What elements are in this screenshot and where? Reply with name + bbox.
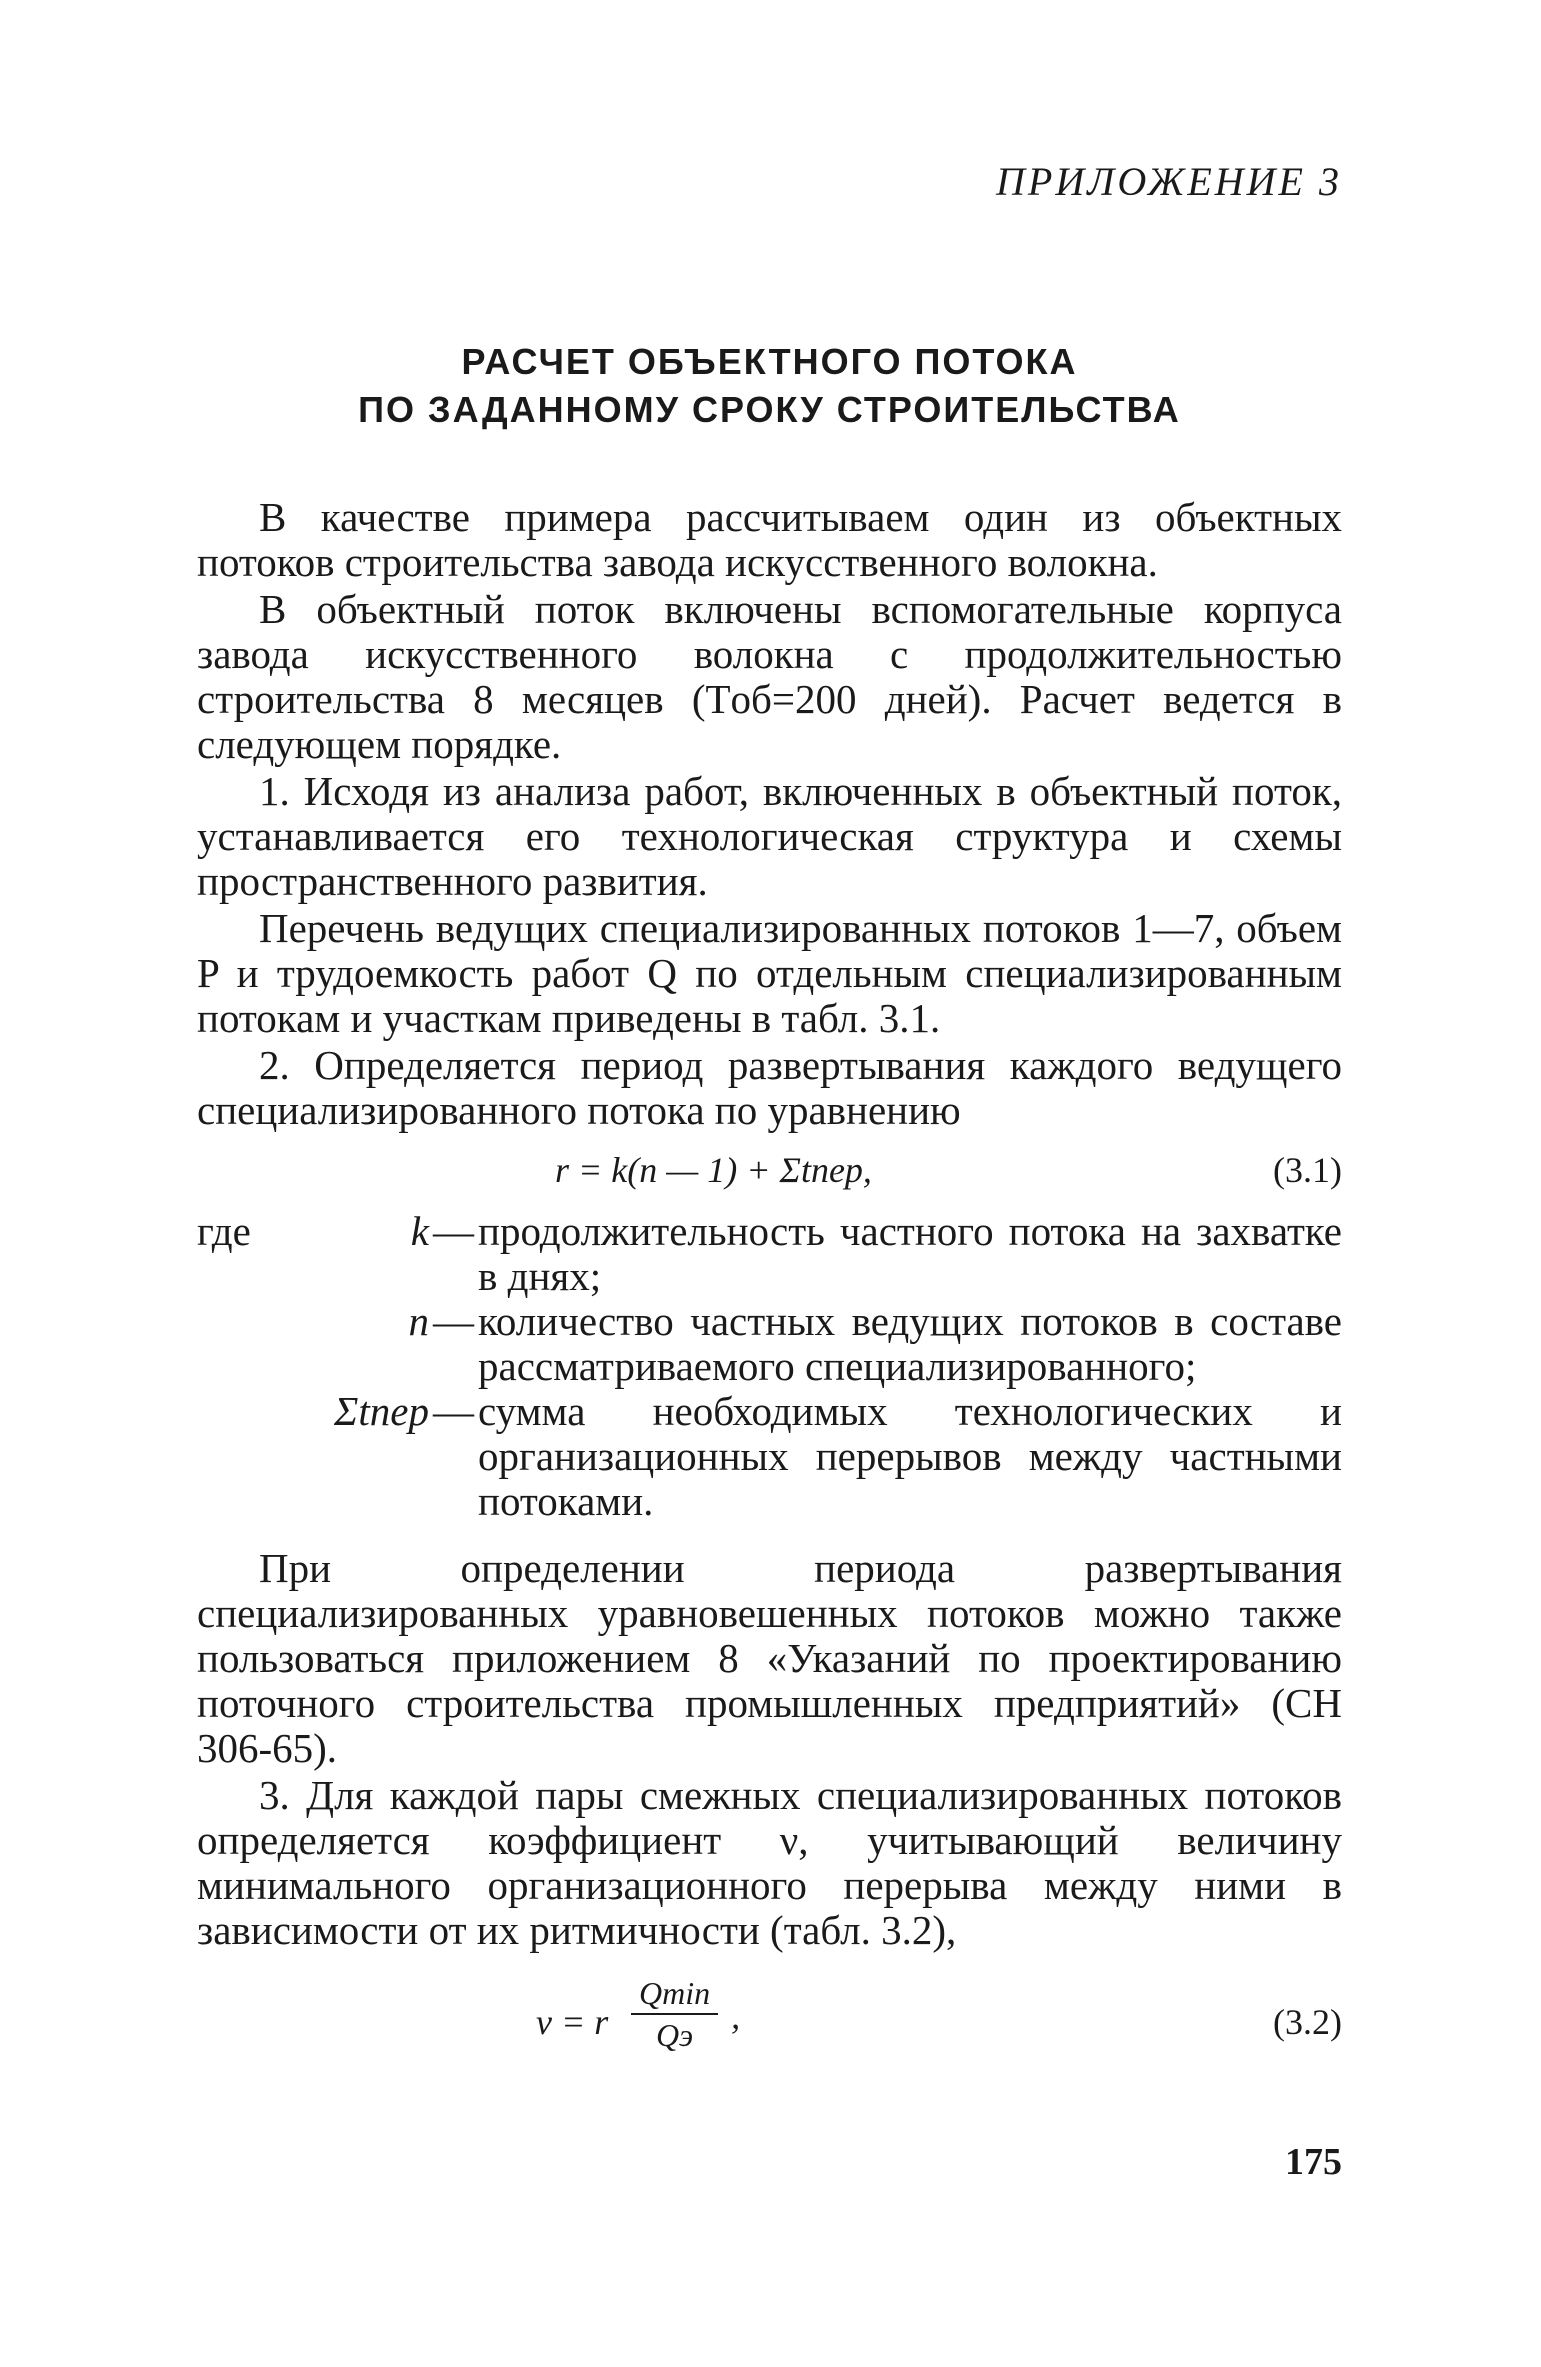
definition-text: продолжительность частного потока на захватке в днях; bbox=[478, 1208, 1342, 1299]
definitions bbox=[197, 1209, 1342, 1524]
paragraph-5: 2. Определяется период развертывания каждого ведущего специализированного потока по уравнению bbox=[197, 1042, 1342, 1133]
definition-symbol: n bbox=[408, 1298, 429, 1344]
page-number: 175 bbox=[1285, 2141, 1342, 2183]
title-line-1: РАСЧЕТ ОБЪЕКТНОГО ПОТОКА bbox=[461, 341, 1078, 382]
paragraph-2: В объектный поток включены вспомогательные корпуса завода искусственного волокна с продолжительностью строительства 8 месяцев (Tоб=200 дней). Расчет ведется в следующем порядке. bbox=[197, 586, 1342, 767]
definition-row bbox=[197, 1209, 1342, 1299]
definition-text: количество частных ведущих потоков в составе рассматриваемого специализированного; bbox=[478, 1298, 1342, 1389]
formula-3-1 bbox=[197, 1133, 1342, 1205]
paragraph-1: В качестве примера рассчитываем один из объектных потоков строительства завода искусственного волокна. bbox=[197, 494, 1342, 585]
formula-3-1-number: (3.1) bbox=[1273, 1150, 1342, 1190]
fraction-numerator: Qmin bbox=[631, 1973, 718, 2015]
definition-row bbox=[197, 1389, 1342, 1524]
formula-3-2 bbox=[197, 1963, 1342, 2083]
definition-text: сумма необходимых технологических и организационных перерывов между частными потоками. bbox=[478, 1388, 1342, 1524]
paragraph-3: 1. Исходя из анализа работ, включенных в объектный поток, устанавливается его технологическая структура и схемы пространственного развития. bbox=[197, 768, 1342, 904]
page bbox=[197, 0, 1342, 2367]
definition-dash: — bbox=[433, 1298, 474, 1344]
fraction-denominator: Qэ bbox=[655, 2017, 694, 2053]
paragraph-7: 3. Для каждой пары смежных специализированных потоков определяется коэффициент ν, учитывающий величину минимального организационного перерыва между ними в зависимости от их ритмичности (табл. 3.2), bbox=[197, 1772, 1342, 1953]
definition-dash: — bbox=[433, 1208, 474, 1254]
section-title bbox=[197, 338, 1342, 434]
formula-3-2-trail: , bbox=[731, 1996, 741, 2036]
formula-3-2-lhs: ν = r bbox=[536, 2002, 609, 2042]
body-text bbox=[197, 495, 1342, 2083]
paragraph-6: При определении периода развертывания специализированных уравновешенных потоков можно также пользоваться приложением 8 «Указаний по проектированию поточного строительства промышленных предприятий» (СН 306-65). bbox=[197, 1545, 1342, 1771]
title-line-2: ПО ЗАДАННОМУ СРОКУ СТРОИТЕЛЬСТВА bbox=[358, 389, 1181, 430]
paragraph-4: Перечень ведущих специализированных потоков 1—7, объем P и трудоемкость работ Q по отдельным специализированным потокам и участкам приведены в табл. 3.1. bbox=[197, 905, 1342, 1041]
definition-dash: — bbox=[433, 1388, 474, 1434]
definition-symbol: Σtпер bbox=[334, 1388, 429, 1434]
definitions-lead: где bbox=[197, 1208, 251, 1254]
definition-row bbox=[197, 1299, 1342, 1389]
formula-3-2-number: (3.2) bbox=[1273, 2002, 1342, 2042]
fraction bbox=[536, 1973, 741, 2055]
definition-symbol: k bbox=[410, 1208, 429, 1254]
appendix-label: ПРИЛОЖЕНИЕ 3 bbox=[996, 159, 1342, 204]
formula-3-1-expression: r = k(n — 1) + Σtпер, bbox=[555, 1150, 872, 1190]
